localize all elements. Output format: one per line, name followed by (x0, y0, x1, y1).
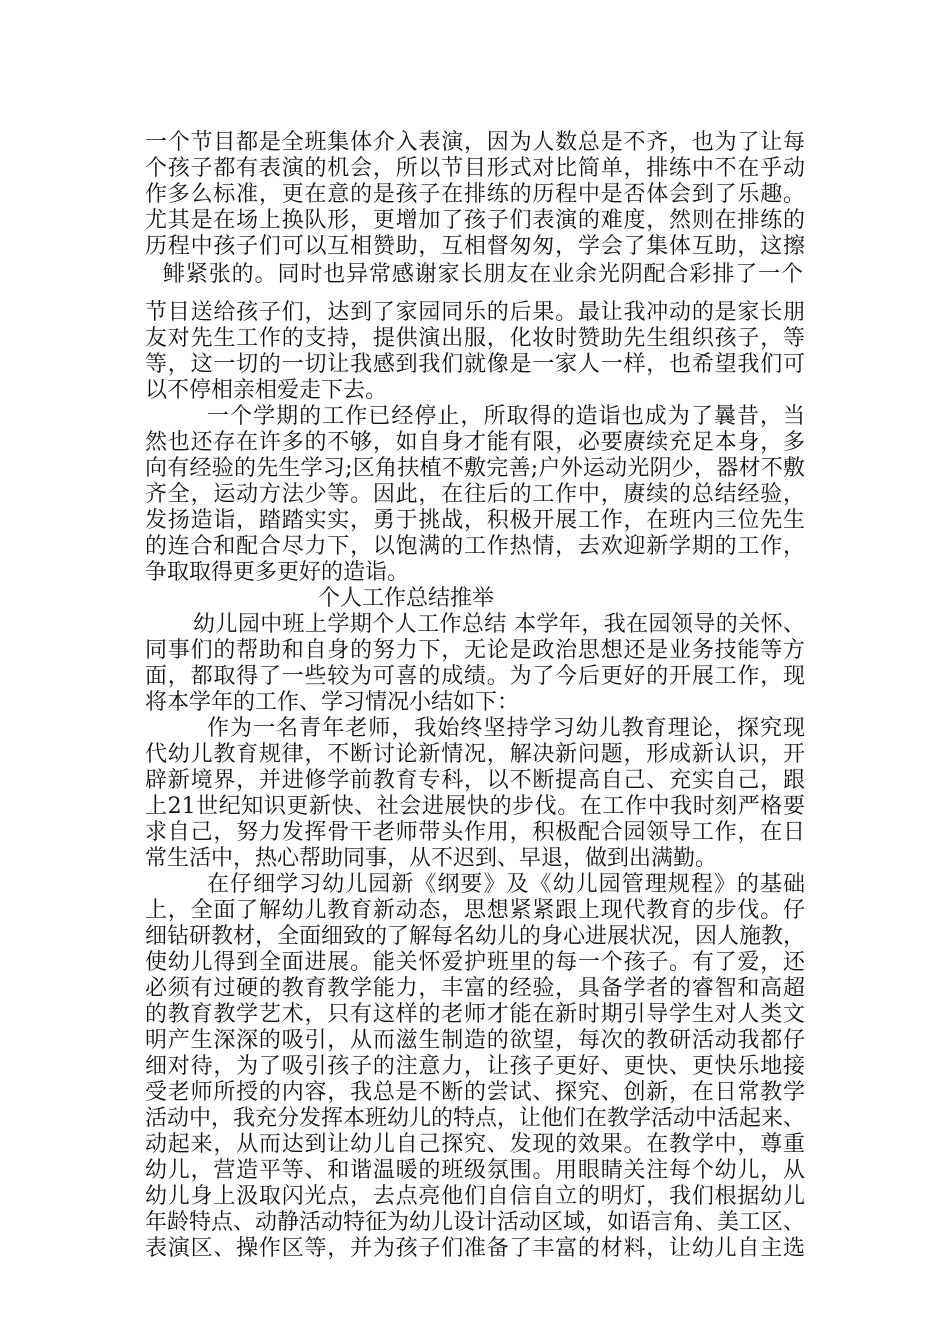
section-title: 个人工作总结推举 (318, 586, 495, 611)
text-line: 同事们的帮助和自身的努力下，无论是政治思想还是业务技能等方 (145, 638, 805, 663)
text-line: 表演区、操作区等，并为孩子们准备了丰富的材料，让幼儿自主选 (145, 1236, 805, 1261)
text-line: 细钻研教材，全面细致的了解每名幼儿的身心进展状况，因人施教， (145, 924, 806, 949)
text-line: 向有经验的先生学习;区角扶植不敷完善;户外运动光阴少，器材不敷 (145, 456, 805, 481)
text-line: 幼儿身上汲取闪光点，去点亮他们自信自立的明灯，我们根据幼儿 (145, 1184, 805, 1209)
text-line: 上21世纪知识更新快、社会进展快的步伐。在工作中我时刻严格要 (145, 794, 805, 819)
text-line: 的连合和配合尽力下，以饱满的工作热情，去欢迎新学期的工作， (145, 534, 805, 559)
text-line: 辟新境界，并进修学前教育专科，以不断提高自己、充实自己，跟 (145, 768, 805, 793)
text-line: 历程中孩子们可以互相赞助，互相督匆匆，学会了集体互助，这擦 (145, 234, 805, 259)
text-line: 一个节目都是全班集体介入表演，因为人数总是不齐，也为了让每 (145, 130, 805, 155)
text-line: 代幼儿教育规律，不断讨论新情况，解决新问题，形成新认识，开 (145, 742, 805, 767)
text-line: 作多么标准，更在意的是孩子在排练的历程中是否体会到了乐趣。 (145, 182, 805, 207)
text-line: 将本学年的工作、学习情况小结如下： (145, 690, 520, 715)
text-line: 细对待，为了吸引孩子的注意力，让孩子更好、更快、更快乐地接 (145, 1054, 805, 1079)
text-line: 等，这一切的一切让我感到我们就像是一家人一样，也希望我们可 (145, 352, 805, 377)
text-line: 面，都取得了一些较为可喜的成绩。为了今后更好的开展工作，现 (145, 664, 805, 689)
text-line: 上，全面了解幼儿教育新动态，思想紧紧跟上现代教育的步伐。仔 (145, 898, 805, 923)
text-line: 发扬造诣，踏踏实实，勇于挑战，积极开展工作，在班内三位先生 (145, 508, 805, 533)
text-line: 动起来，从而达到让幼儿自己探究、发现的效果。在教学中，尊重 (145, 1132, 805, 1157)
text-line: 必须有过硬的教育教学能力，丰富的经验，具备学者的睿智和高超 (145, 976, 805, 1001)
text-line: 一个学期的工作已经停止，所取得的造诣也成为了曩昔，当 (207, 404, 805, 429)
text-line: 的教育教学艺术，只有这样的老师才能在新时期引导学生对人类文 (145, 1002, 805, 1027)
text-line: 幼儿，营造平等、和谐温暖的班级氛围。用眼睛关注每个幼儿，从 (145, 1158, 805, 1183)
text-line: 在仔细学习幼儿园新《纲要》及《幼儿园管理规程》的基础 (207, 872, 805, 897)
text-line: 受老师所授的内容，我总是不断的尝试、探究、创新，在日常教学 (145, 1080, 805, 1105)
text-line: 尤其是在场上换队形，更增加了孩子们表演的难度，然则在排练的 (145, 208, 805, 233)
text-line: 年龄特点、动静活动特征为幼儿设计活动区域，如语言角、美工区、 (145, 1210, 806, 1235)
text-line: 求自己，努力发挥骨干老师带头作用，积极配合园领导工作，在日 (145, 820, 805, 845)
text-line: 个孩子都有表演的机会，所以节目形式对比简单，排练中不在乎动 (145, 156, 805, 181)
text-line: 常生活中，热心帮助同事，从不迟到、早退，做到出满勤。 (145, 846, 718, 871)
text-line: 齐全，运动方法少等。因此，在往后的工作中，赓续的总结经验， (145, 482, 805, 507)
text-line: 明产生深深的吸引，从而滋生制造的欲望，每次的教研活动我都仔 (145, 1028, 805, 1053)
text-line: 活动中，我充分发挥本班幼儿的特点，让他们在教学活动中活起来、 (145, 1106, 806, 1131)
text-line: 然也还存在许多的不够，如自身才能有限，必要赓续充足本身，多 (145, 430, 805, 455)
text-line: 友对先生工作的支持，提供演出服，化妆时赞助先生组织孩子，等 (145, 326, 805, 351)
text-line: 节目送给孩子们，达到了家园同乐的后果。最让我冲动的是家长朋 (145, 300, 805, 325)
text-line: 以不停相亲相爱走下去。 (145, 378, 388, 403)
text-line: 作为一名青年老师，我始终坚持学习幼儿教育理论，探究现 (207, 716, 805, 741)
text-line: 使幼儿得到全面进展。能关怀爱护班里的每一个孩子。有了爱，还 (145, 950, 805, 975)
text-line: 幼儿园中班上学期个人工作总结 本学年，我在园领导的关怀、 (193, 612, 805, 637)
text-line: 鲱紧张的。同时也异常感谢家长朋友在业余光阴配合彩排了一个 (163, 262, 803, 287)
text-line: 争取取得更多更好的造诣。 (145, 560, 410, 585)
